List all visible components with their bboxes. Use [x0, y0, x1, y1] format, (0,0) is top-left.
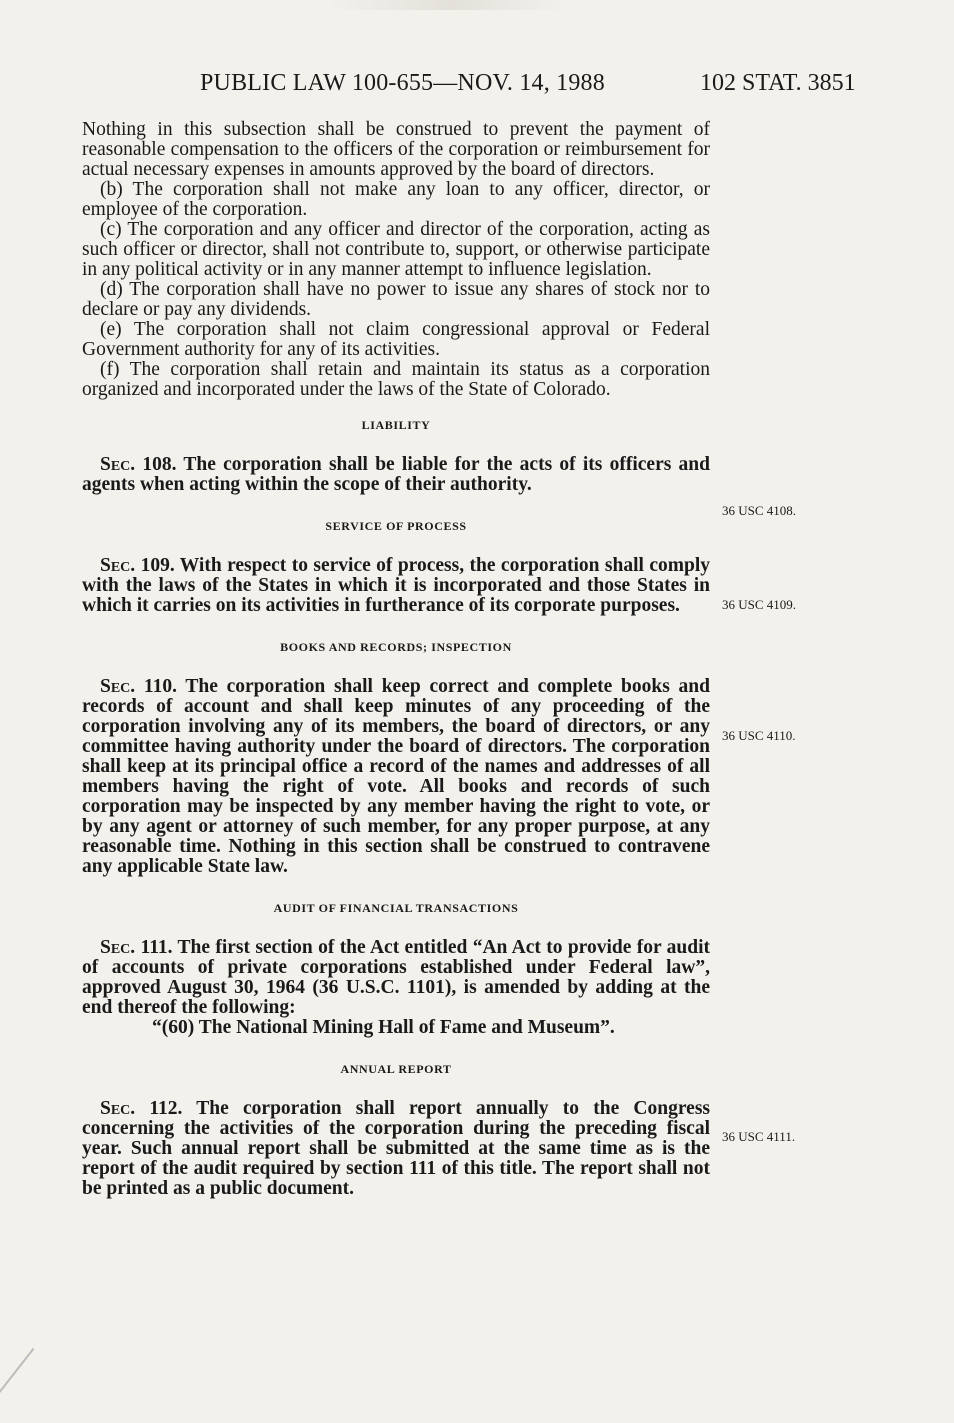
section-111-quote: “(60) The National Mining Hall of Fame and Museum”.	[152, 1017, 615, 1038]
body-text	[82, 120, 710, 1199]
section-109-label: Sec. 109.	[100, 555, 175, 576]
section-111-text: The first section of the Act entitled “An Act to provide for audit of accounts of private corporations established under Federal law”, approved August 30, 1964 (36 U.S.C. 1101), is amended by adding at the end thereof the following:	[82, 937, 710, 1018]
paragraph-continuation: Nothing in this subsection shall be construed to prevent the payment of reasonable compensation to the officers of the corporation or reimbursement for actual necessary expenses in amounts approved by the board of directors.	[82, 119, 710, 180]
section-108	[82, 455, 710, 495]
section-109-text: With respect to service of process, the corporation shall comply with the laws of the States in which it is incorporated and those States in which it carries on its activities in furtherance of its corporate purposes.	[82, 555, 710, 616]
section-108-label: Sec. 108.	[100, 454, 177, 475]
section-heading-audit: AUDIT OF FINANCIAL TRANSACTIONS	[273, 901, 519, 915]
section-112	[82, 1099, 710, 1199]
margin-note-4109: 36 USC 4109.	[722, 597, 797, 612]
section-110-label: Sec. 110.	[100, 676, 177, 697]
paragraph-f: (f) The corporation shall retain and maintain its status as a corporation organized and incorporated under the laws of the State of Colorado.	[82, 359, 710, 400]
section-111-label: Sec. 111.	[100, 937, 173, 958]
section-heading-books-and-records: BOOKS AND RECORDS; INSPECTION	[280, 640, 512, 654]
section-heading-service-of-process: SERVICE OF PROCESS	[325, 519, 467, 533]
page-citation: 102 STAT. 3851	[700, 70, 856, 96]
section-112-text: The corporation shall report annually to the Congress concerning the activities of the corporation during the preceding fiscal year. Such annual report shall be submitted at the same time as is the report of the audit required by section 111 of this title. The report shall not be printed as a public document.	[82, 1098, 710, 1199]
paragraph-e: (e) The corporation shall not claim congressional approval or Federal Government authority for any of its activities.	[82, 319, 710, 360]
scan-smudge	[330, 0, 570, 10]
section-108-text: The corporation shall be liable for the acts of its officers and agents when acting within the scope of their authority.	[82, 454, 710, 495]
section-109	[82, 556, 710, 616]
section-110-text: The corporation shall keep correct and complete books and records of account and shall keep minutes of any proceeding of the corporation involving any of its members, the board of directors, or any committee having authority under the board of directors. The corporation shall keep at its principal office a record of the names and addresses of all members having the right of vote. All books and records of such corporation may be inspected by any member having the right to vote, or by any agent or attorney of such member, for any proper purpose, at any reasonable time. Nothing in this section shall be construed to contravene any applicable State law.	[82, 676, 710, 877]
stray-pen-mark	[0, 1348, 34, 1412]
section-heading-liability: LIABILITY	[361, 418, 431, 432]
section-110	[82, 677, 710, 877]
section-112-label: Sec. 112.	[100, 1098, 183, 1119]
margin-note-4110: 36 USC 4110.	[722, 728, 796, 743]
section-heading-annual-report: ANNUAL REPORT	[340, 1062, 452, 1076]
section-111	[82, 938, 710, 1018]
running-header: PUBLIC LAW 100-655—NOV. 14, 1988	[200, 70, 605, 96]
paragraph-d: (d) The corporation shall have no power to issue any shares of stock nor to declare or pay any dividends.	[82, 279, 710, 320]
margin-note-4108: 36 USC 4108.	[722, 503, 797, 518]
margin-note-4111: 36 USC 4111.	[722, 1129, 796, 1144]
paragraph-b: (b) The corporation shall not make any loan to any officer, director, or employee of the corporation.	[82, 179, 710, 220]
paragraph-c: (c) The corporation and any officer and director of the corporation, acting as such officer or director, shall not contribute to, support, or otherwise participate in any political activity or in any manner attempt to influence legislation.	[82, 219, 710, 280]
